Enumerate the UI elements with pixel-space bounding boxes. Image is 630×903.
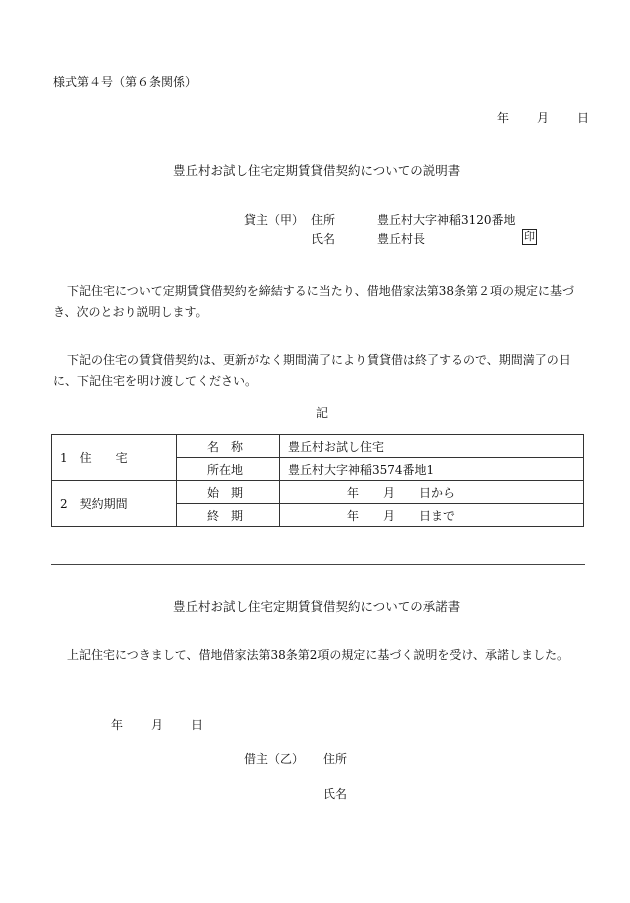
contract-period-label: 2 契約期間: [52, 481, 177, 527]
consent-title: 豊丘村お試し住宅定期賃貸借契約についての承諾書: [173, 599, 461, 614]
housing-info-table: [51, 434, 584, 527]
consent-date-month: 月: [151, 718, 164, 732]
end-value: 年 月 日まで: [280, 504, 584, 527]
start-value: 年 月 日から: [280, 481, 584, 504]
lessor-name: 豊丘村長: [377, 232, 426, 246]
consent-paragraph: 上記住宅につきまして、借地借家法第38条第2項の規定に基づく説明を受け、承諾しました。: [67, 648, 569, 662]
explanation-paragraph: 下記住宅について定期賃貸借契約を締結するに当たり、借地借家法第38条第２項の規定に基づき、次のとおり説明します。: [53, 284, 575, 319]
consent-date-day: 日: [191, 718, 204, 732]
lessee-label: 借主（乙）: [244, 752, 305, 766]
lessor-label: 貸主（甲）: [244, 213, 305, 227]
header-date-month: 月: [537, 111, 550, 125]
form-number: 様式第４号（第６条関係）: [53, 75, 198, 89]
header-date-day: 日: [577, 111, 590, 125]
location-value: 豊丘村大字神稲3574番地1: [280, 458, 584, 481]
name-label: 名 称: [177, 435, 280, 458]
housing-label: 1 住 宅: [52, 435, 177, 481]
section-divider: [51, 564, 585, 565]
explanation-title: 豊丘村お試し住宅定期賃貸借契約についての説明書: [173, 163, 461, 178]
ki-heading: 記: [316, 406, 329, 420]
lessor-name-label: 氏名: [311, 232, 336, 246]
end-label: 終 期: [177, 504, 280, 527]
seal-mark: 印: [524, 230, 535, 243]
lessor-address: 豊丘村大字神稲3120番地: [377, 213, 516, 227]
lessee-name-label: 氏名: [323, 787, 348, 801]
location-label: 所在地: [177, 458, 280, 481]
name-value: 豊丘村お試し住宅: [280, 435, 584, 458]
table-row: [52, 481, 584, 504]
consent-date-year: 年: [111, 718, 124, 732]
lessor-address-label: 住所: [311, 213, 336, 227]
start-label: 始 期: [177, 481, 280, 504]
term-end-paragraph: 下記の住宅の賃貸借契約は、更新がなく期間満了により賃貸借は終了するので、期間満了の日に、下記住宅を明け渡してください。: [53, 353, 571, 388]
lessee-address-label: 住所: [323, 752, 348, 766]
header-date-year: 年: [497, 111, 510, 125]
table-row: [52, 435, 584, 458]
